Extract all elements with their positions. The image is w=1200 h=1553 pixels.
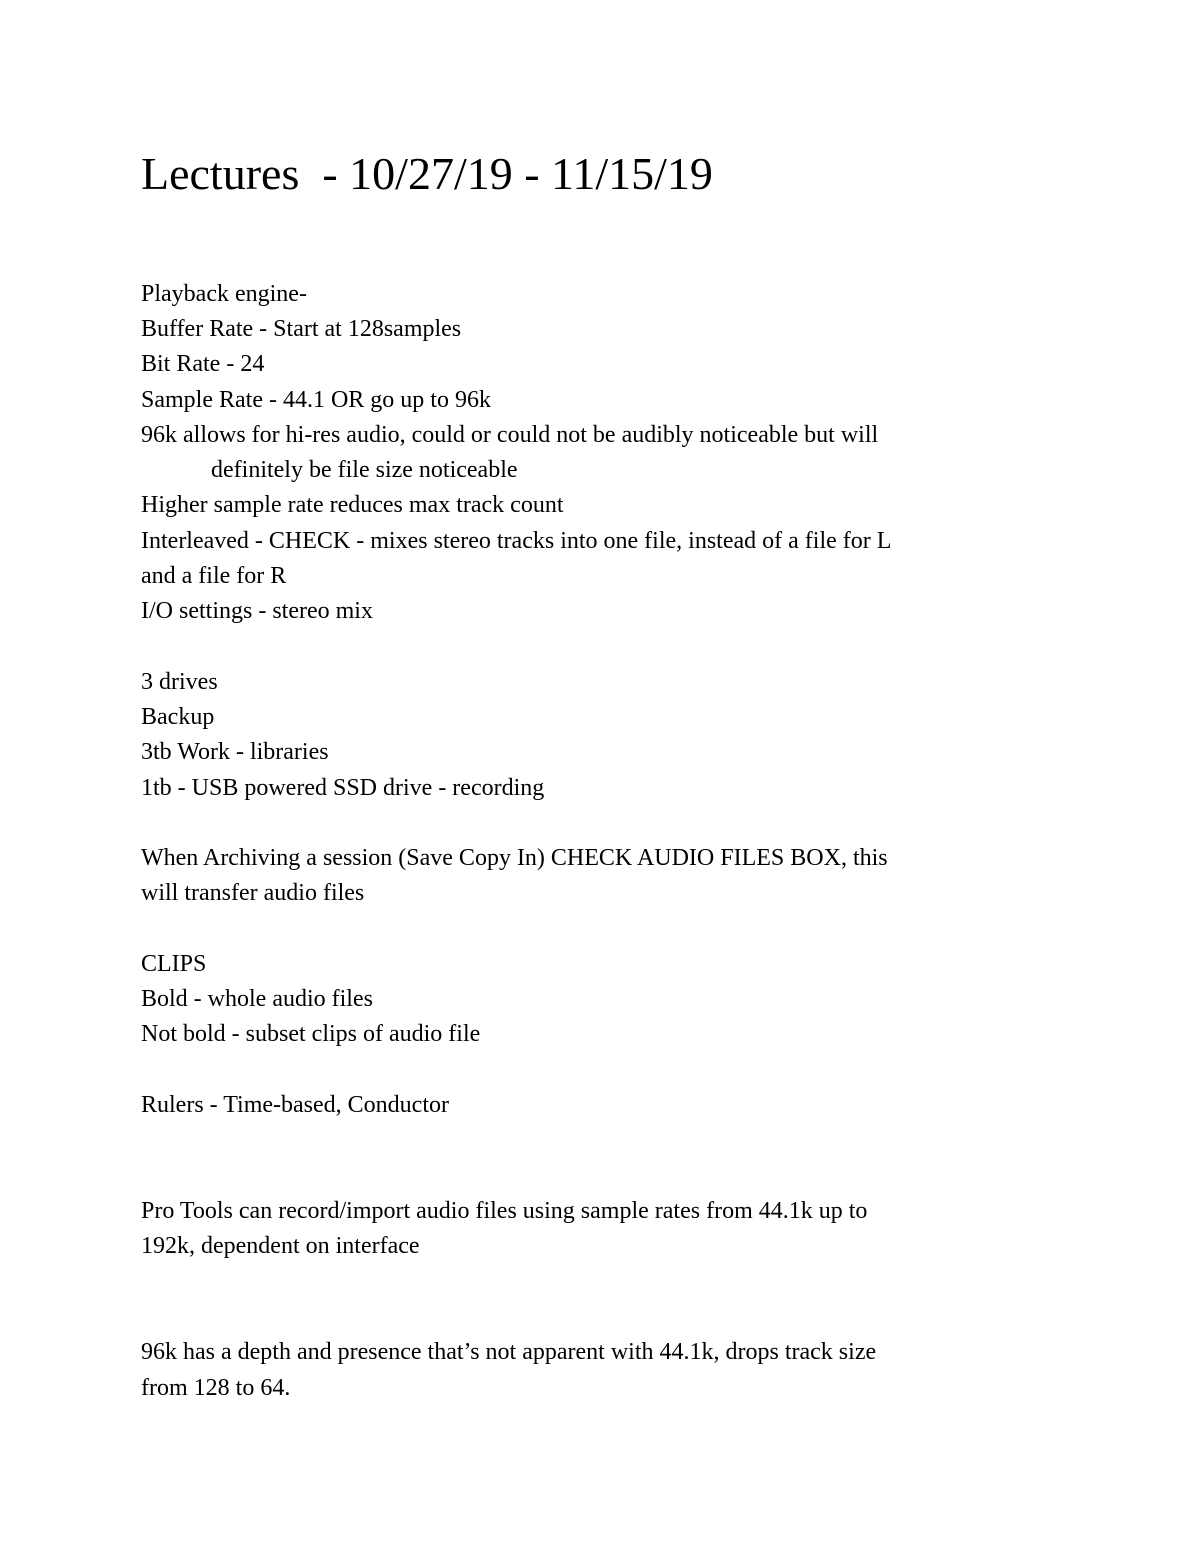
text-line: Not bold - subset clips of audio file <box>141 1021 481 1047</box>
text-line: Pro Tools can record/import audio files using sample rates from 44.1k up to <box>141 1198 868 1224</box>
text-line: 96k has a depth and presence that’s not apparent with 44.1k, drops track size <box>141 1339 877 1365</box>
text-line: Bold - whole audio files <box>141 986 373 1012</box>
text-line: Interleaved - CHECK - mixes stereo tracks into one file, instead of a file for L <box>141 528 892 554</box>
text-line: 3 drives <box>141 669 218 695</box>
text-line: Bit Rate - 24 <box>141 351 265 377</box>
text-line-indented: definitely be file size noticeable <box>211 457 518 483</box>
page-title: Lectures - 10/27/19 - 11/15/19 <box>141 148 713 199</box>
text-line: I/O settings - stereo mix <box>141 598 373 624</box>
text-line: 96k allows for hi-res audio, could or could not be audibly noticeable but will <box>141 422 879 448</box>
text-line: and a file for R <box>141 563 287 589</box>
text-line: Rulers - Time-based, Conductor <box>141 1092 449 1118</box>
text-line: from 128 to 64. <box>141 1375 291 1401</box>
text-line: Backup <box>141 704 215 730</box>
text-line: When Archiving a session (Save Copy In) CHECK AUDIO FILES BOX, this <box>141 845 888 871</box>
text-line: 192k, dependent on interface <box>141 1233 420 1259</box>
text-line: Playback engine- <box>141 281 307 307</box>
text-line: Sample Rate - 44.1 OR go up to 96k <box>141 387 491 413</box>
text-line: 3tb Work - libraries <box>141 739 329 765</box>
text-line: CLIPS <box>141 951 207 977</box>
text-line: 1tb - USB powered SSD drive - recording <box>141 775 545 801</box>
text-line: Buffer Rate - Start at 128samples <box>141 316 462 342</box>
text-line: will transfer audio files <box>141 880 365 906</box>
text-line: Higher sample rate reduces max track count <box>141 492 564 518</box>
